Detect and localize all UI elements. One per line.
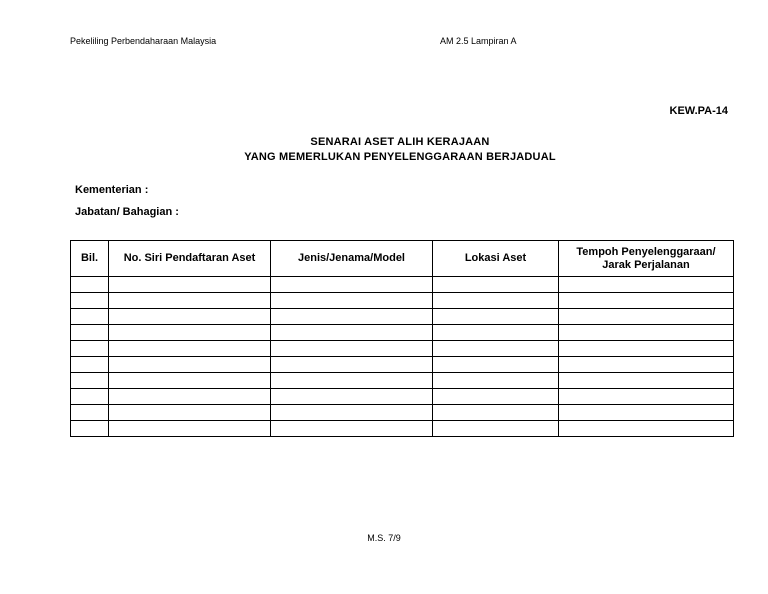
table-cell[interactable] [559, 405, 734, 421]
table-row [71, 309, 734, 325]
table-row [71, 357, 734, 373]
table-cell[interactable] [109, 341, 271, 357]
table-cell[interactable] [559, 341, 734, 357]
table-cell[interactable] [71, 357, 109, 373]
table-row [71, 341, 734, 357]
form-code: KEW.PA-14 [669, 105, 728, 117]
table-cell[interactable] [71, 389, 109, 405]
table-cell[interactable] [559, 277, 734, 293]
table-cell[interactable] [109, 325, 271, 341]
table-cell[interactable] [109, 389, 271, 405]
header-appendix-ref: AM 2.5 Lampiran A [440, 36, 517, 46]
table-cell[interactable] [433, 357, 559, 373]
ministry-field-label: Kementerian : [75, 184, 149, 196]
asset-maintenance-table [70, 240, 734, 437]
table-cell[interactable] [271, 421, 433, 437]
document-title-line-2: YANG MEMERLUKAN PENYELENGGARAAN BERJADUAL [244, 151, 556, 163]
column-header-bil: Bil. [71, 241, 109, 277]
table-row [71, 389, 734, 405]
table-cell[interactable] [433, 293, 559, 309]
table-row [71, 277, 734, 293]
table-cell[interactable] [433, 309, 559, 325]
table-cell[interactable] [109, 293, 271, 309]
page-number: M.S. 7/9 [367, 533, 401, 543]
table-cell[interactable] [433, 405, 559, 421]
table-cell[interactable] [71, 341, 109, 357]
table-cell[interactable] [433, 373, 559, 389]
table-cell[interactable] [271, 309, 433, 325]
table-cell[interactable] [271, 405, 433, 421]
table-cell[interactable] [109, 309, 271, 325]
table-cell[interactable] [433, 389, 559, 405]
table-cell[interactable] [271, 325, 433, 341]
table-cell[interactable] [271, 373, 433, 389]
table-cell[interactable] [71, 325, 109, 341]
table-cell[interactable] [271, 357, 433, 373]
table-cell[interactable] [559, 309, 734, 325]
column-header-type-brand-model: Jenis/Jenama/Model [271, 241, 433, 277]
table-cell[interactable] [433, 325, 559, 341]
document-title-line-1: SENARAI ASET ALIH KERAJAAN [310, 136, 490, 148]
table-row [71, 373, 734, 389]
table-cell[interactable] [109, 373, 271, 389]
column-header-registration-serial: No. Siri Pendaftaran Aset [109, 241, 271, 277]
table-cell[interactable] [71, 405, 109, 421]
column-header-asset-location: Lokasi Aset [433, 241, 559, 277]
table-cell[interactable] [109, 277, 271, 293]
table-cell[interactable] [271, 341, 433, 357]
table-cell[interactable] [559, 357, 734, 373]
table-cell[interactable] [433, 421, 559, 437]
table-cell[interactable] [71, 373, 109, 389]
table-cell[interactable] [71, 421, 109, 437]
table-cell[interactable] [559, 389, 734, 405]
table-cell[interactable] [271, 277, 433, 293]
table-cell[interactable] [433, 341, 559, 357]
table-cell[interactable] [109, 421, 271, 437]
table-cell[interactable] [559, 421, 734, 437]
table-cell[interactable] [109, 357, 271, 373]
table-row [71, 405, 734, 421]
table-row [71, 421, 734, 437]
header-circular-title: Pekeliling Perbendaharaan Malaysia [70, 36, 217, 46]
table-cell[interactable] [559, 325, 734, 341]
table-cell[interactable] [433, 277, 559, 293]
table-cell[interactable] [71, 309, 109, 325]
department-field-label: Jabatan/ Bahagian : [75, 206, 179, 218]
table-header-row [71, 241, 734, 277]
table-row [71, 325, 734, 341]
table-cell[interactable] [71, 293, 109, 309]
table-cell[interactable] [71, 277, 109, 293]
table-row [71, 293, 734, 309]
column-header-maintenance-period: Tempoh Penyelenggaraan/ Jarak Perjalanan [559, 241, 734, 277]
table-cell[interactable] [271, 293, 433, 309]
table-cell[interactable] [559, 373, 734, 389]
table-cell[interactable] [271, 389, 433, 405]
table-cell[interactable] [109, 405, 271, 421]
table-cell[interactable] [559, 293, 734, 309]
